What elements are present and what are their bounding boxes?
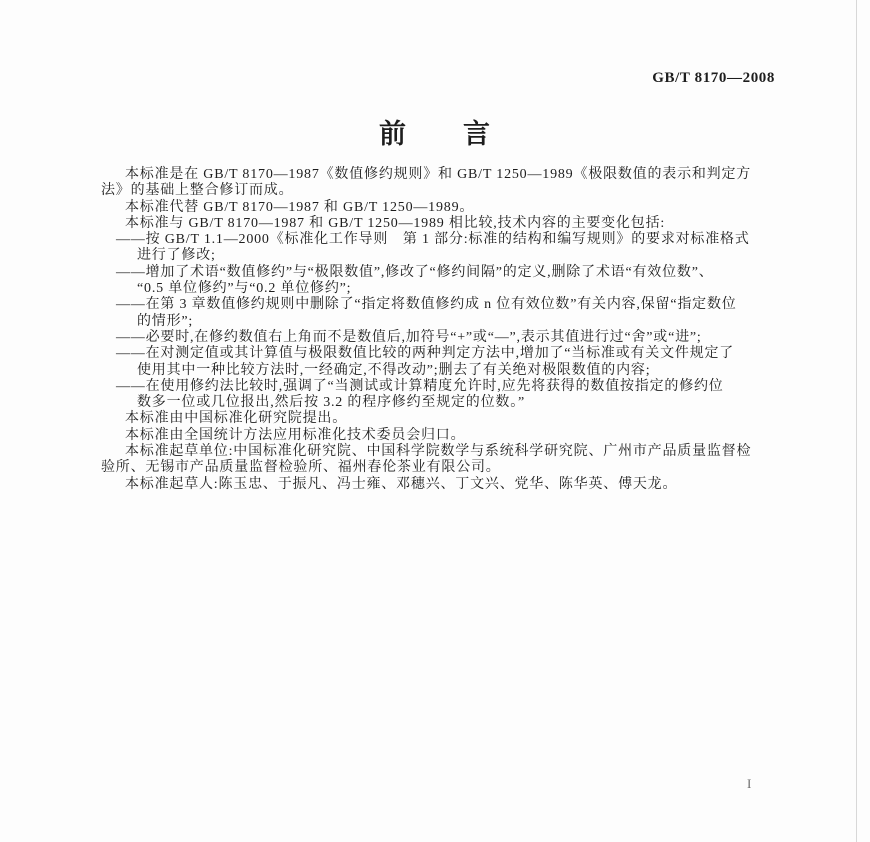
foreword-line: ——在第 3 章数值修约规则中删除了“指定将数值修约成 n 位有效位数”有关内容,保留“指定数位	[116, 297, 737, 313]
foreword-line: “0.5 单位修约”与“0.2 单位修约”;	[137, 281, 352, 297]
foreword-line: 本标准由中国标准化研究院提出。	[125, 411, 347, 427]
foreword-line: 本标准与 GB/T 8170—1987 和 GB/T 1250—1989 相比较,技术内容的主要变化包括:	[125, 215, 666, 231]
foreword-line: 本标准由全国统计方法应用标准化技术委员会归口。	[125, 427, 466, 443]
foreword-line: ——必要时,在修约数值右上角而不是数值后,加符号“+”或“—”,表示其值进行过“舍”或“进”;	[116, 329, 702, 345]
page-number: I	[747, 776, 752, 791]
foreword-line: ——按 GB/T 1.1—2000《标准化工作导则 第 1 部分:标准的结构和编写规则》的要求对标准格式	[116, 232, 750, 248]
foreword-line: 法》的基础上整合修订而成。	[101, 183, 294, 199]
foreword-line: 本标准代替 GB/T 8170—1987 和 GB/T 1250—1989。	[125, 199, 475, 215]
foreword-line: ——在对测定值或其计算值与极限数值比较的两种判定方法中,增加了“当标准或有关文件规定了	[116, 346, 735, 362]
foreword-line: ——增加了术语“数值修约”与“极限数值”,修改了“修约间隔”的定义,删除了术语“有效位数”、	[116, 264, 714, 280]
foreword-line: 本标准起草单位:中国标准化研究院、中国科学院数学与系统科学研究院、广州市产品质量监督检	[125, 444, 752, 460]
foreword-line: 进行了修改;	[137, 248, 216, 264]
standard-code: GB/T 8170—2008	[652, 70, 775, 86]
foreword-line: 本标准是在 GB/T 8170—1987《数值修约规则》和 GB/T 1250—1989《极限数值的表示和判定方	[125, 167, 752, 182]
foreword-line: 数多一位或几位报出,然后按 3.2 的程序修约至规定的位数。”	[137, 395, 526, 411]
foreword-line: 的情形”;	[137, 313, 194, 329]
foreword-line: 验所、无锡市产品质量监督检验所、福州春伦茶业有限公司。	[101, 460, 501, 476]
foreword-line: 使用其中一种比较方法时,一经确定,不得改动”;删去了有关绝对极限数值的内容;	[137, 362, 651, 378]
foreword-line: ——在使用修约法比较时,强调了“当测试或计算精度允许时,应先将获得的数值按指定的修约位	[116, 378, 724, 394]
foreword-body	[101, 167, 791, 493]
foreword-title: 前 言	[379, 119, 491, 149]
foreword-line: 本标准起草人:陈玉忠、于振凡、冯士雍、邓穗兴、丁文兴、党华、陈华英、傅天龙。	[125, 476, 678, 492]
